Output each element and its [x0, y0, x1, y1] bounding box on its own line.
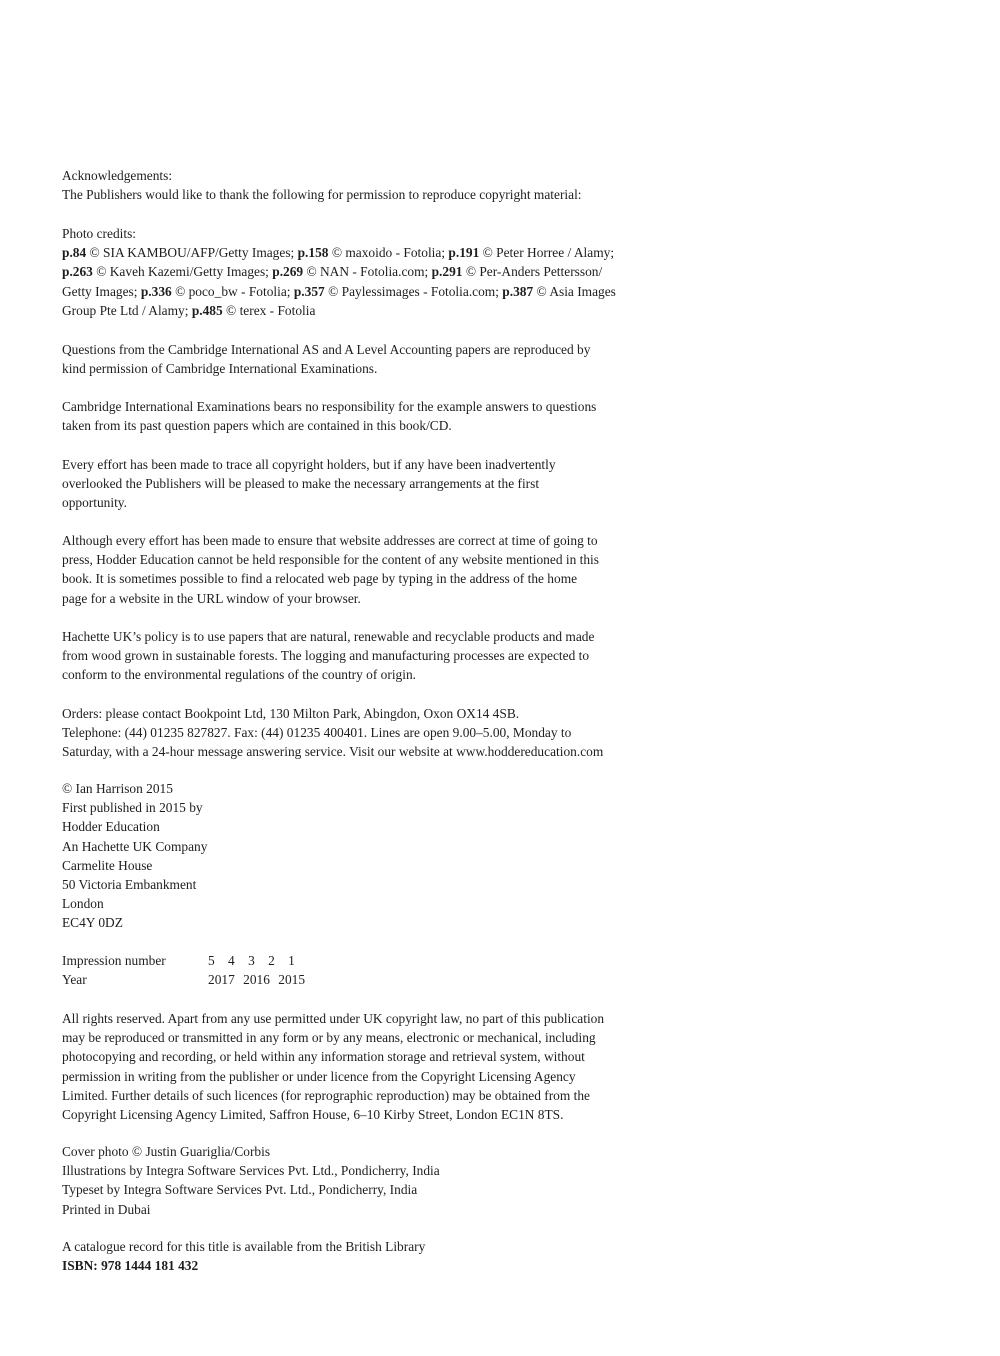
address-line: 50 Victoria Embankment: [62, 877, 197, 893]
credit-text: © Per-Anders Pettersson/: [462, 264, 603, 280]
credit-text: © maxoido - Fotolia;: [328, 245, 449, 261]
credit-text: Getty Images;: [62, 283, 141, 299]
paragraph-line: overlooked the Publishers will be pleased to make the necessary arrangements at the first: [62, 476, 540, 492]
isbn: ISBN: 978 1444 181 432: [62, 1258, 199, 1274]
credit-text: © NAN - Fotolia.com;: [303, 264, 432, 280]
cambridge-responsibility-paragraph: [62, 397, 712, 435]
paragraph-line: Questions from the Cambridge International AS and A Level Accounting papers are reproduced by: [62, 342, 591, 357]
paragraph-line: Copyright Licensing Agency Limited, Saffron House, 6–10 Kirby Street, London EC1N 8TS.: [62, 1107, 564, 1123]
cambridge-questions-paragraph: [62, 340, 712, 378]
paragraph-line: kind permission of Cambridge International Examinations.: [62, 361, 378, 377]
credit-text: © terex - Fotolia: [222, 302, 316, 318]
credit-page-ref: p.263: [62, 264, 93, 280]
paragraph-line: Saturday, with a 24-hour message answering service. Visit our website at www.hoddereducation.com: [62, 744, 604, 760]
rights-paragraph: [62, 1009, 712, 1124]
impression-numbers: 5 4 3 2 1: [208, 953, 300, 968]
address-line: London: [62, 896, 104, 912]
production-credits-block: [62, 1142, 712, 1219]
paragraph-line: taken from its past question papers which are contained in this book/CD.: [62, 418, 452, 434]
impression-row: [62, 951, 712, 970]
photo-credits-line: [62, 243, 712, 262]
photo-credits-line: [62, 262, 712, 281]
year-values: 2017 2016 2015: [208, 972, 306, 988]
acknowledgements-heading: Acknowledgements:: [62, 168, 173, 183]
credit-page-ref: p.269: [272, 264, 304, 280]
credit-page-ref: p.336: [140, 283, 172, 299]
address-line: First published in 2015 by: [62, 800, 203, 816]
paragraph-line: Hachette UK’s policy is to use papers that are natural, renewable and recyclable products and made: [62, 629, 595, 644]
publisher-address-block: [62, 779, 712, 933]
paragraph-line: Orders: please contact Bookpoint Ltd, 130 Milton Park, Abingdon, Oxon OX14 4SB.: [62, 706, 520, 721]
acknowledgements-block: [62, 166, 712, 204]
paragraph-line: Limited. Further details of such licences (for reprographic reproduction) may be obtained from the: [62, 1087, 591, 1103]
paragraph-line: Telephone: (44) 01235 827827. Fax: (44) 01235 400401. Lines are open 9.00–5.00, Monday to: [62, 725, 572, 741]
paragraph-line: press, Hodder Education cannot be held responsible for the content of any website mentioned in this: [62, 552, 599, 568]
paragraph-line: All rights reserved. Apart from any use permitted under UK copyright law, no part of this publication: [62, 1011, 605, 1026]
paragraph-line: may be reproduced or transmitted in any form or by any means, electronic or mechanical, including: [62, 1030, 596, 1046]
credit-page-ref: p.357: [293, 283, 325, 299]
typeset-credit: Typeset by Integra Software Services Pvt. Ltd., Pondicherry, India: [62, 1182, 418, 1198]
credit-page-ref: p.84: [62, 245, 87, 261]
photo-credits-line: [62, 282, 712, 301]
website-addresses-paragraph: [62, 531, 712, 608]
credit-text: © poco_bw - Fotolia;: [171, 283, 294, 299]
cover-photo-credit: Cover photo © Justin Guariglia/Corbis: [62, 1144, 271, 1159]
credit-page-ref: p.191: [448, 245, 480, 261]
paragraph-line: book. It is sometimes possible to find a relocated web page by typing in the address of the home: [62, 571, 578, 587]
printed-in: Printed in Dubai: [62, 1201, 151, 1217]
year-row: [62, 970, 712, 989]
year-label: Year: [62, 972, 87, 988]
paragraph-line: from wood grown in sustainable forests. The logging and manufacturing processes are expected to: [62, 648, 590, 664]
credit-page-ref: p.158: [297, 245, 329, 261]
credit-text: © SIA KAMBOU/AFP/Getty Images;: [86, 245, 298, 261]
paragraph-line: photocopying and recording, or held within any information storage and retrieval system, without: [62, 1049, 585, 1065]
credit-text: Group Pte Ltd / Alamy;: [62, 302, 192, 318]
address-line: An Hachette UK Company: [62, 838, 208, 854]
impression-table: [62, 951, 712, 989]
credit-text: © Paylessimages - Fotolia.com;: [324, 283, 503, 299]
copyright-notice: © Ian Harrison 2015: [62, 781, 173, 796]
paragraph-line: conform to the environmental regulations of the country of origin.: [62, 667, 417, 683]
photo-credits-heading: Photo credits:: [62, 226, 137, 241]
address-line: EC4Y 0DZ: [62, 915, 123, 931]
catalogue-block: [62, 1237, 712, 1275]
paragraph-line: permission in writing from the publisher or under licence from the Copyright Licensing Agency: [62, 1068, 576, 1084]
credit-text: © Peter Horree / Alamy;: [479, 245, 615, 261]
paper-policy-paragraph: [62, 627, 712, 685]
address-line: Hodder Education: [62, 819, 160, 835]
acknowledgements-intro: The Publishers would like to thank the following for permission to reproduce copyright material:: [62, 187, 582, 203]
orders-paragraph: [62, 704, 712, 762]
credit-text: © Asia Images: [533, 283, 616, 299]
credit-page-ref: p.485: [191, 302, 223, 318]
catalogue-record: A catalogue record for this title is available from the British Library: [62, 1239, 426, 1254]
paragraph-line: Although every effort has been made to ensure that website addresses are correct at time of going to: [62, 533, 598, 548]
paragraph-line: page for a website in the URL window of your browser.: [62, 590, 361, 606]
illustrations-credit: Illustrations by Integra Software Services Pvt. Ltd., Pondicherry, India: [62, 1163, 440, 1179]
paragraph-line: opportunity.: [62, 495, 127, 511]
credit-page-ref: p.387: [502, 283, 534, 299]
credit-page-ref: p.291: [431, 264, 463, 280]
paragraph-line: Every effort has been made to trace all copyright holders, but if any have been inadvertently: [62, 457, 556, 472]
copyright-holders-paragraph: [62, 455, 712, 513]
photo-credits-line: [62, 301, 712, 320]
paragraph-line: Cambridge International Examinations bears no responsibility for the example answers to questions: [62, 399, 597, 414]
address-line: Carmelite House: [62, 857, 153, 873]
impression-label: Impression number: [62, 953, 166, 968]
photo-credits-block: [62, 224, 712, 320]
credit-text: © Kaveh Kazemi/Getty Images;: [92, 264, 273, 280]
